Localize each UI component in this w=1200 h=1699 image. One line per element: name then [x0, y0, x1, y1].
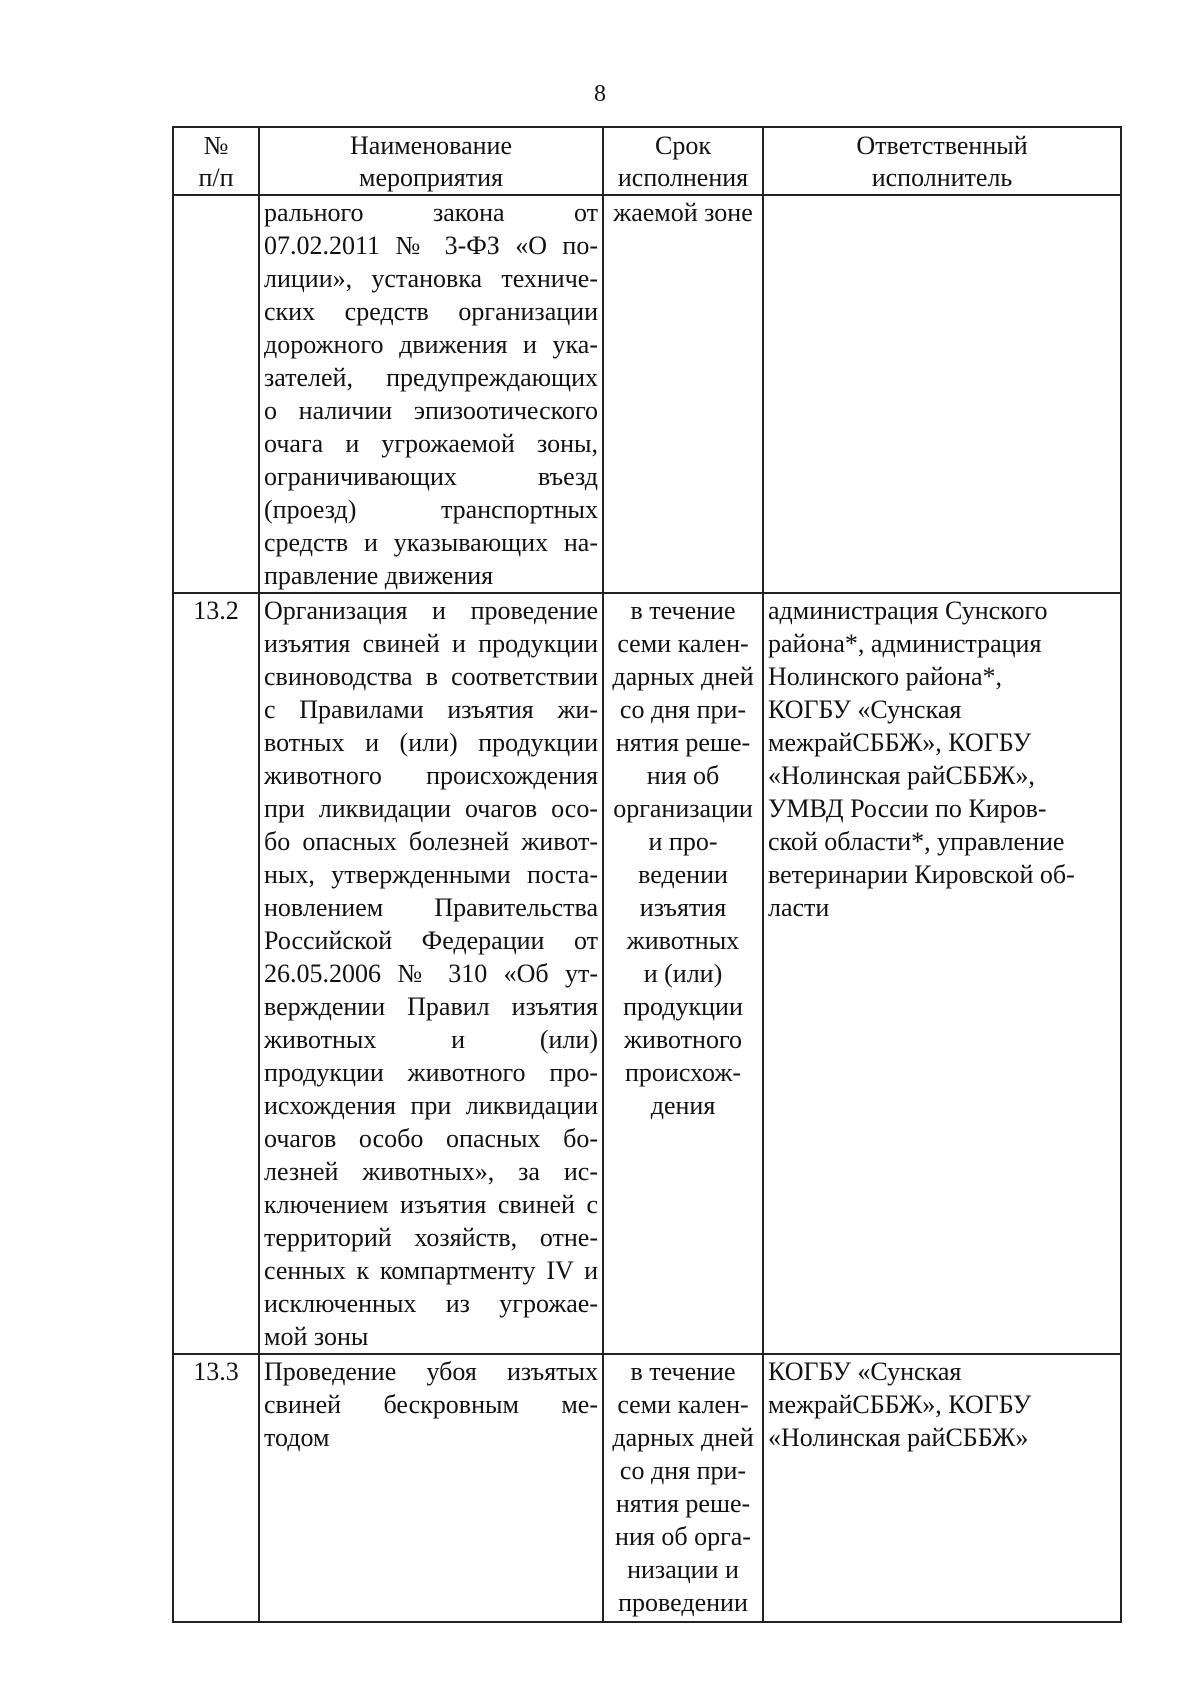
text-line: ласти — [768, 893, 830, 922]
text-line: ветеринарии Кировской об- — [768, 860, 1075, 889]
text-line: очага и угрожаемой зоны, — [264, 429, 598, 458]
text-line: жаемой зоне — [613, 198, 753, 227]
text-line: свиней бескровным ме- — [264, 1390, 598, 1419]
text-line: ской области*, управление — [768, 827, 1065, 856]
text-line: продукции — [623, 992, 743, 1021]
text-line: тодом — [264, 1423, 330, 1452]
text-line: Срок — [655, 131, 711, 160]
text-line: межрайСББЖ», КОГБУ — [768, 1390, 1032, 1419]
text-line: администрация Сунского — [768, 596, 1048, 625]
text-line: исхождения при ликвидации — [264, 1091, 598, 1120]
text-line: лиции», установка техниче- — [264, 264, 598, 293]
text-line: Проведение убоя изъятых — [264, 1357, 598, 1386]
text-line: Организация и проведение — [264, 596, 598, 625]
deadline-cell — [603, 195, 763, 593]
page-number: 8 — [594, 81, 606, 107]
text-line: дарных дней — [612, 662, 754, 691]
text-line: исключенных из угрожае- — [264, 1289, 598, 1318]
text-line: ных, утвержденными поста- — [264, 860, 598, 889]
text-line: «Нолинская райСББЖ», — [768, 761, 1035, 790]
text-line: животных и (или) — [264, 1025, 598, 1054]
text-line: очагов особо опасных бо- — [264, 1124, 598, 1153]
row-number — [173, 195, 259, 593]
text-line: нятия реше- — [615, 1489, 751, 1518]
text-line: и про- — [648, 827, 718, 856]
text-line: о наличии эпизоотического — [264, 396, 598, 425]
text-line: с Правилами изъятия жи- — [264, 695, 598, 724]
text-line: низации и — [627, 1555, 739, 1584]
measures-table — [172, 126, 1122, 1623]
text-line: организации — [613, 794, 753, 823]
text-line: 26.05.2006 № 310 «Об ут- — [264, 959, 598, 988]
header-number — [173, 127, 259, 195]
text-line: средств и указывающих на- — [264, 528, 598, 557]
text-line: района*, администрация — [768, 629, 1042, 658]
text-line: свиноводства в соответствии — [264, 662, 598, 691]
text-line: со дня при- — [619, 1456, 747, 1485]
text-line: Ответственный — [856, 131, 1028, 160]
text-line: верждении Правил изъятия — [264, 992, 598, 1021]
text-line: мой зоны — [264, 1322, 369, 1351]
text-line: п/п — [198, 163, 234, 192]
text-line: семи кален- — [617, 629, 749, 658]
text-line: КОГБУ «Сунская — [768, 1357, 962, 1386]
header-measure-name — [259, 127, 603, 195]
row-number: 13.3 — [173, 1354, 259, 1622]
text-line: семи кален- — [617, 1390, 749, 1419]
text-line: № — [203, 131, 229, 160]
text-line: дения — [650, 1091, 716, 1120]
responsible-cell — [763, 1354, 1121, 1622]
table-row — [173, 593, 1121, 1354]
text-line: Наименование — [350, 131, 512, 160]
measure-name-cell — [259, 195, 603, 593]
text-line: сенных к компартменту IV и — [264, 1256, 598, 1285]
text-line: правление движения — [264, 561, 494, 590]
text-line: Российской Федерации от — [264, 926, 598, 955]
text-line: (проезд) транспортных — [264, 495, 598, 524]
text-line: исполнитель — [871, 163, 1013, 192]
responsible-cell — [763, 195, 1121, 593]
text-line: ключением изъятия свиней с — [264, 1190, 598, 1219]
text-line: нятия реше- — [615, 728, 751, 757]
text-line: бо опасных болезней живот- — [264, 827, 598, 856]
text-line: дарных дней — [612, 1423, 754, 1452]
text-line: животного — [624, 1025, 742, 1054]
text-line: и (или) — [643, 959, 723, 988]
measure-name-cell — [259, 593, 603, 1354]
table-row — [173, 1354, 1121, 1622]
text-line: КОГБУ «Сунская — [768, 695, 962, 724]
text-line: территорий хозяйств, отне- — [264, 1223, 598, 1252]
text-line: лезней животных», за ис- — [264, 1157, 598, 1186]
header-deadline — [603, 127, 763, 195]
text-line: при ликвидации очагов осо- — [264, 794, 598, 823]
text-line: проведении — [618, 1588, 748, 1617]
text-line: Нолинского района*, — [768, 662, 1003, 691]
text-line: зателей, предупреждающих — [264, 363, 598, 392]
text-line: новлением Правительства — [264, 893, 598, 922]
text-line: происхож- — [624, 1058, 741, 1087]
text-line: рального закона от — [264, 198, 598, 227]
text-line: изъятия свиней и продукции — [264, 629, 598, 658]
text-line: ния об — [646, 761, 720, 790]
header-responsible — [763, 127, 1121, 195]
text-line: ограничивающих въезд — [264, 462, 598, 491]
text-line: «Нолинская райСББЖ» — [768, 1423, 1029, 1452]
deadline-cell — [603, 593, 763, 1354]
text-line: ских средств организации — [264, 297, 598, 326]
text-line: дорожного движения и ука- — [264, 330, 598, 359]
table-header-row — [173, 127, 1121, 195]
text-line: мероприятия — [358, 163, 503, 192]
text-line: в течение — [630, 596, 736, 625]
text-line: УМВД России по Киров- — [768, 794, 1047, 823]
text-line: ния об орга- — [615, 1522, 751, 1551]
text-line: изъятия — [639, 893, 727, 922]
responsible-cell — [763, 593, 1121, 1354]
text-line: вотных и (или) продукции — [264, 728, 598, 757]
text-line: продукции животного про- — [264, 1058, 598, 1087]
text-line: 07.02.2011 № 3-ФЗ «О по- — [264, 231, 598, 260]
text-line: в течение — [630, 1357, 736, 1386]
row-number: 13.2 — [173, 593, 259, 1354]
table-row — [173, 195, 1121, 593]
text-line: исполнения — [617, 163, 749, 192]
text-line: со дня при- — [619, 695, 747, 724]
text-line: ведении — [638, 860, 728, 889]
deadline-cell — [603, 1354, 763, 1622]
text-line: межрайСББЖ», КОГБУ — [768, 728, 1032, 757]
text-line: животных — [626, 926, 740, 955]
measure-name-cell — [259, 1354, 603, 1622]
text-line: животного происхождения — [264, 761, 598, 790]
